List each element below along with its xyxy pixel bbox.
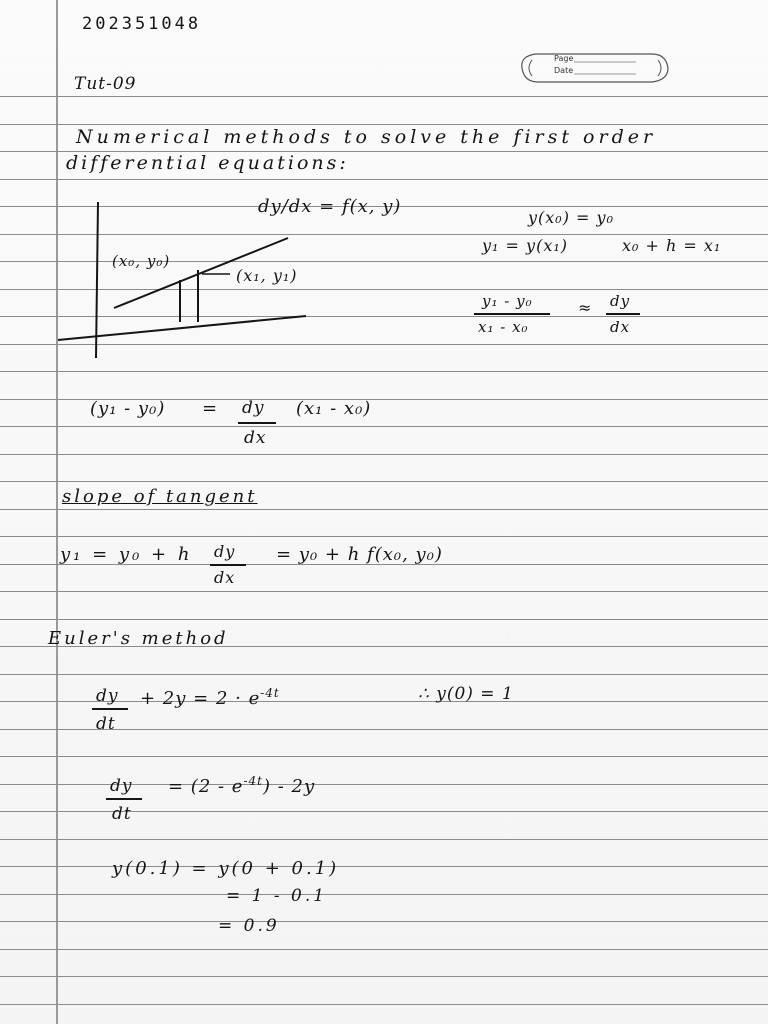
eq2-den: dx [214, 568, 236, 587]
eq1-rhs: (x₁ - x₀) [296, 398, 372, 419]
eq1-bar [238, 422, 276, 424]
eq5-line-1: y(0.1) = y(0 + 0.1) [112, 858, 340, 879]
eq4-den: dt [112, 804, 132, 824]
ruled-line [0, 454, 768, 455]
ruled-line [0, 371, 768, 372]
fraction-bar [474, 313, 550, 315]
eq1-equals: = [202, 398, 219, 419]
point-x0-y0: (x₀, y₀) [112, 252, 171, 270]
ruled-line [0, 921, 768, 922]
eq5-line-2: = 1 - 0.1 [226, 886, 328, 906]
approx-sign: ≈ [578, 298, 593, 317]
eq1-lhs: (y₁ - y₀) [90, 398, 166, 419]
ruled-line [0, 124, 768, 125]
relation-y-x0: y(x₀) = y₀ [528, 208, 614, 227]
ruled-line [0, 481, 768, 482]
ruled-line [0, 619, 768, 620]
eq2-rhs: = y₀ + h f(x₀, y₀) [276, 544, 443, 565]
euler-title: Euler's method [48, 628, 229, 649]
eq3-bar [92, 708, 128, 710]
margin-line [56, 0, 58, 1024]
fraction-denominator: x₁ - x₀ [478, 318, 529, 336]
fraction-numerator: y₁ - y₀ [482, 292, 533, 310]
ruled-line [0, 179, 768, 180]
ruled-line [0, 591, 768, 592]
eq1-den: dx [244, 428, 267, 448]
eq4-rest: = $(2 - e^{-4t}) - 2y$ [168, 774, 316, 797]
eq2-bar [210, 564, 246, 566]
ruled-line [0, 674, 768, 675]
dydx-denominator: dx [610, 318, 631, 336]
eq2-num: dy [214, 542, 236, 561]
dydx-numerator: dy [610, 292, 631, 310]
ruled-line [0, 756, 768, 757]
ruled-line [0, 839, 768, 840]
eq3-num: dy [96, 686, 119, 706]
eq4-bar [106, 798, 142, 800]
ruled-line [0, 976, 768, 977]
eq4-num: dy [110, 776, 133, 796]
ruled-line [0, 949, 768, 950]
intro-line-2: differential equations: [66, 152, 349, 174]
ruled-line [0, 1004, 768, 1005]
eq1-num: dy [242, 398, 265, 418]
eq5-line-3: = 0.9 [218, 916, 280, 936]
slope-label: slope of tangent [62, 486, 258, 507]
tutorial-label: Tut-09 [74, 74, 137, 94]
page-date-stamp [516, 48, 674, 88]
ruled-line [0, 96, 768, 97]
intro-line-1: Numerical methods to solve the first order [76, 126, 657, 148]
ruled-line [0, 509, 768, 510]
roll-number: 202351048 [82, 14, 202, 34]
relation-y1: y₁ = y(x₁) [482, 236, 568, 255]
date-label: Date [554, 66, 574, 75]
page-label: Page [554, 54, 574, 63]
relation-x0-h: x₀ + h = x₁ [622, 236, 722, 255]
eq3-condition: ∴ y(0) = 1 [418, 684, 514, 704]
point-x1-y1: (x₁, y₁) [236, 266, 298, 285]
ruled-line [0, 536, 768, 537]
eq3-rest: + $2y = 2 \cdot e^{-4t}$ [140, 686, 280, 709]
eq3-den: dt [96, 714, 116, 734]
diagram-equation: dy/dx = f(x, y) [258, 196, 402, 217]
eq2-lhs: y₁ = y₀ + h [60, 544, 193, 565]
ruled-line [0, 426, 768, 427]
ruled-line [0, 894, 768, 895]
dydx-bar [606, 313, 640, 315]
